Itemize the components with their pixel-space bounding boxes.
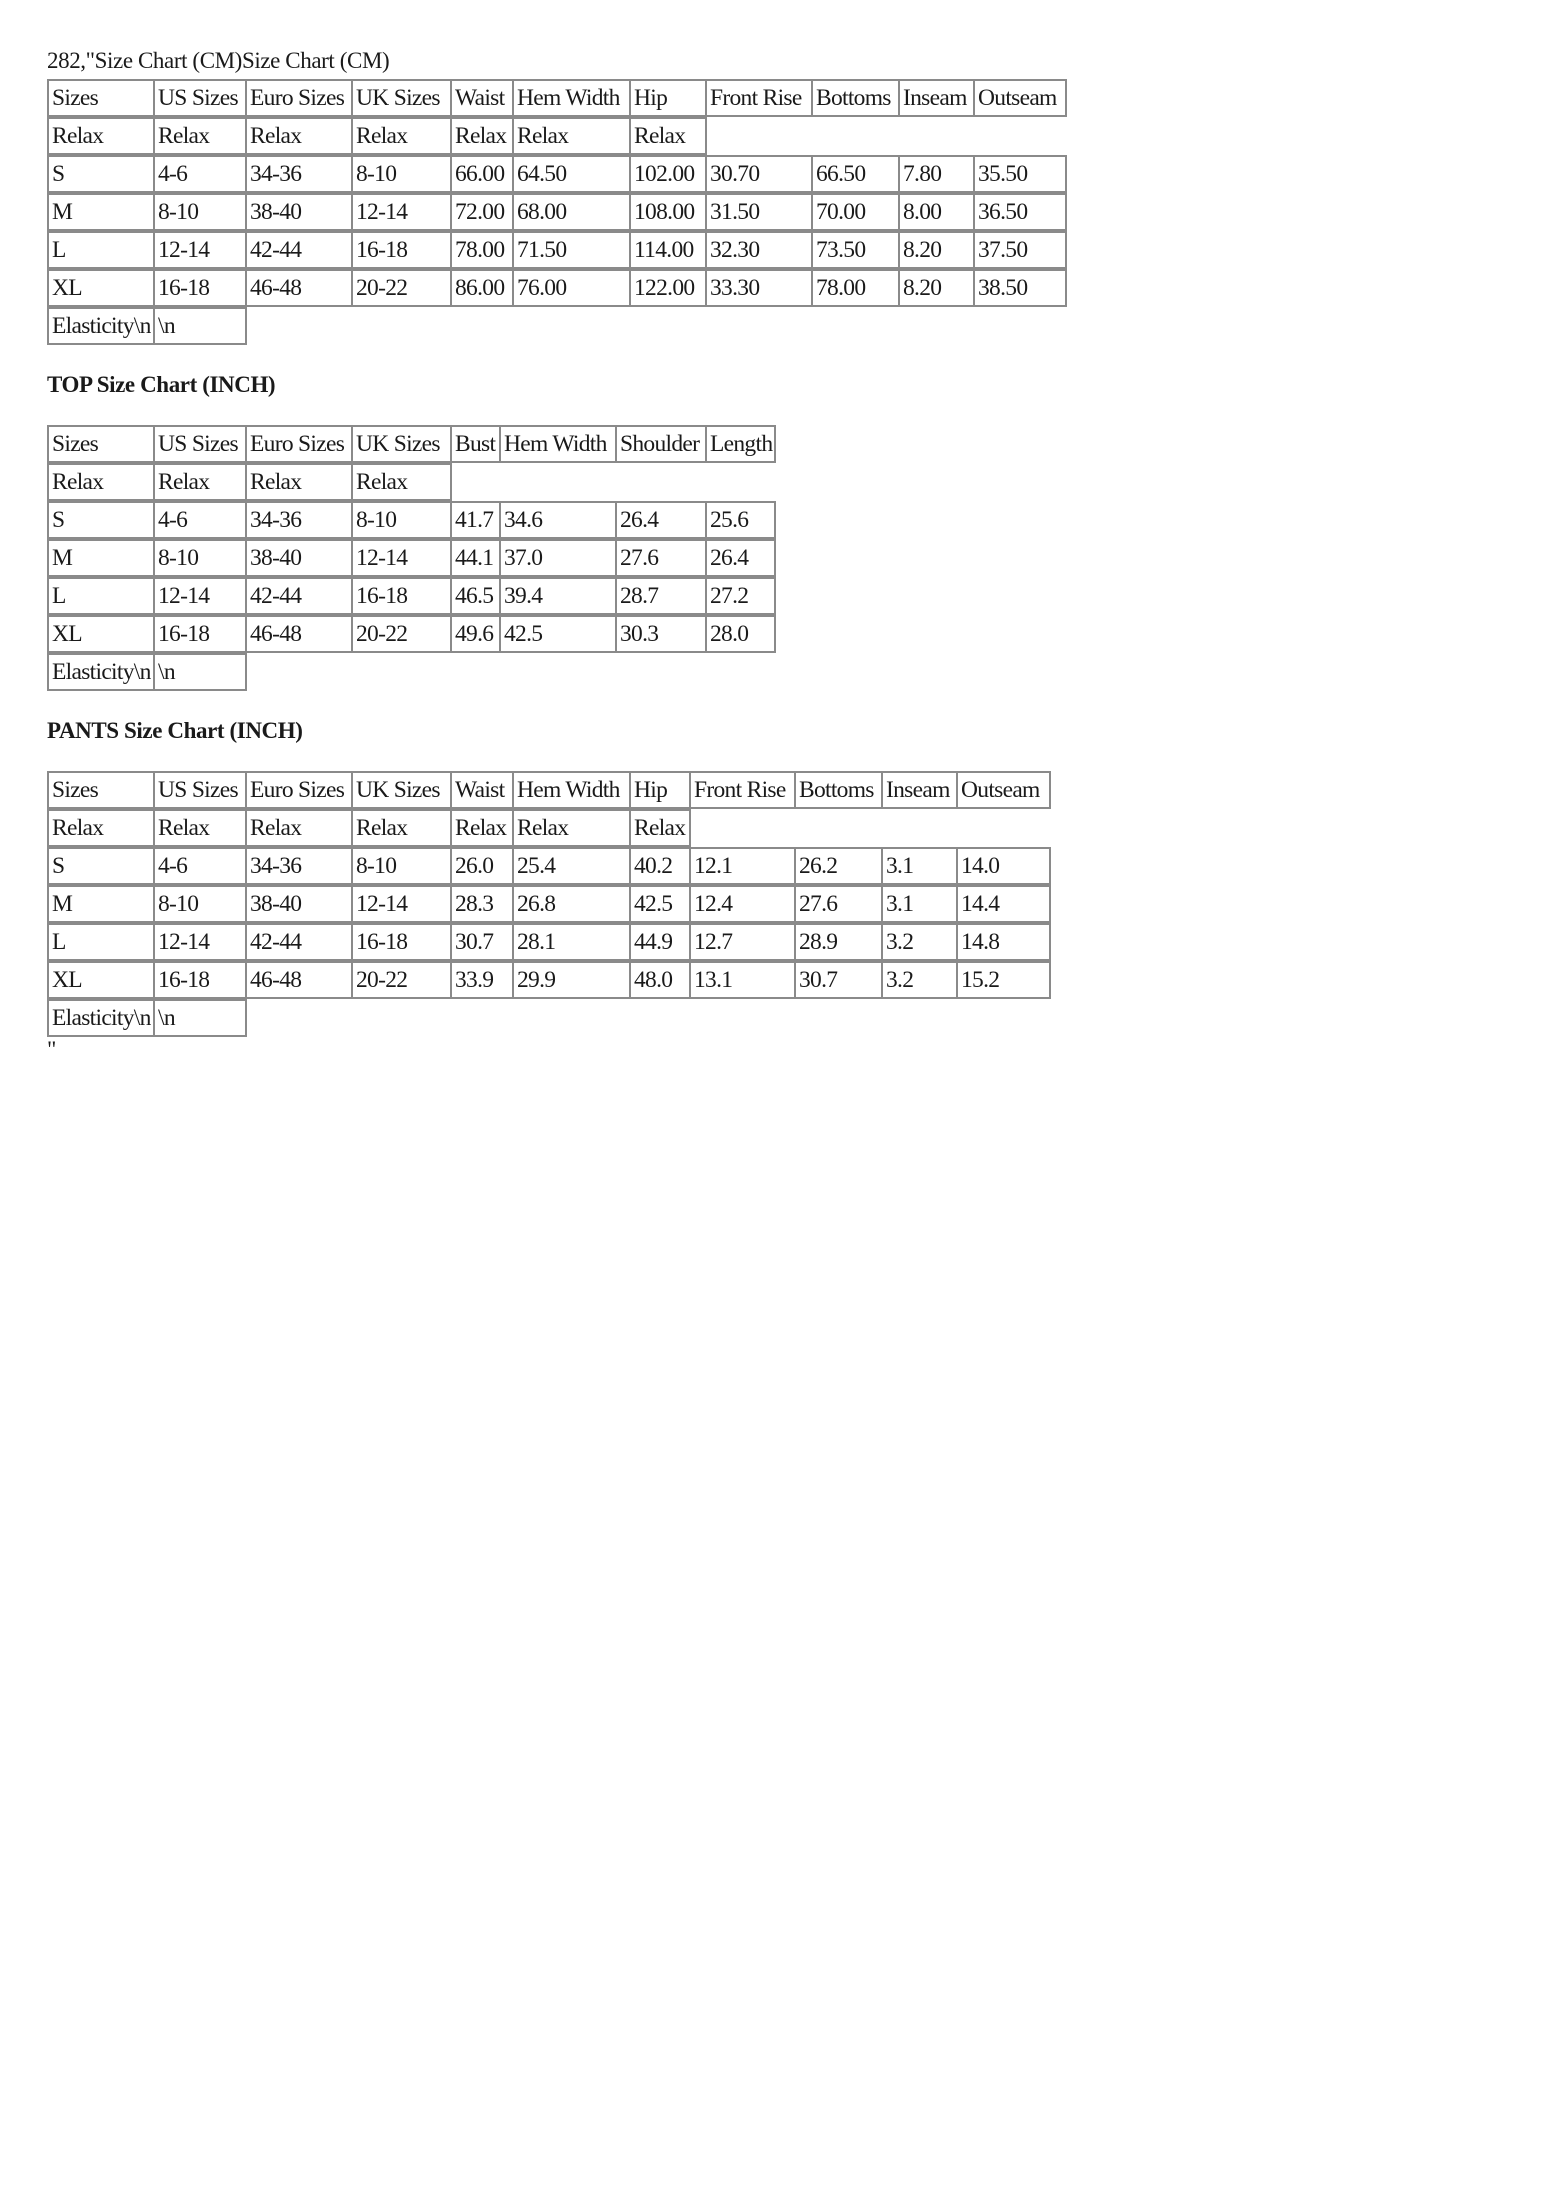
table-cell: 38-40 bbox=[245, 193, 353, 231]
table-cell: 26.2 bbox=[794, 847, 883, 885]
table-cell: 44.1 bbox=[450, 539, 501, 577]
table-cell: 46-48 bbox=[245, 615, 353, 653]
table-cell: 48.0 bbox=[629, 961, 691, 999]
table-cell: 14.8 bbox=[956, 923, 1051, 961]
header-cell: Sizes bbox=[47, 771, 155, 809]
size-cell: M bbox=[47, 539, 155, 577]
table-cell: 27.6 bbox=[615, 539, 707, 577]
table-cell: 42-44 bbox=[245, 577, 353, 615]
table-cell: 8-10 bbox=[351, 155, 452, 193]
elasticity-label-cell: Elasticity\n bbox=[47, 307, 155, 345]
table-cell: 8.20 bbox=[898, 269, 975, 307]
header-cell: Hip bbox=[629, 79, 707, 117]
size-cell: S bbox=[47, 155, 155, 193]
table-cell: 31.50 bbox=[705, 193, 813, 231]
elasticity-label-cell: Elasticity\n bbox=[47, 653, 155, 691]
table-cell: 8-10 bbox=[351, 501, 452, 539]
table-cell: 34-36 bbox=[245, 155, 353, 193]
header-cell: Sizes bbox=[47, 425, 155, 463]
size-cell: L bbox=[47, 577, 155, 615]
table-cell: 37.0 bbox=[499, 539, 617, 577]
table-cell: 7.80 bbox=[898, 155, 975, 193]
table-cell: 34-36 bbox=[245, 847, 353, 885]
table-cell: 108.00 bbox=[629, 193, 707, 231]
table-cell: 27.2 bbox=[705, 577, 776, 615]
table-cell: 16-18 bbox=[153, 961, 247, 999]
table-cell: 76.00 bbox=[512, 269, 631, 307]
table-cell: 16-18 bbox=[153, 615, 247, 653]
header-cell: Waist bbox=[450, 79, 514, 117]
table-cell: 78.00 bbox=[811, 269, 900, 307]
table-cell: 12-14 bbox=[153, 577, 247, 615]
header-cell: UK Sizes bbox=[351, 771, 452, 809]
table-cell: 15.2 bbox=[956, 961, 1051, 999]
table-cell: 20-22 bbox=[351, 269, 452, 307]
table-cell: 12-14 bbox=[351, 193, 452, 231]
table-cell: 16-18 bbox=[153, 269, 247, 307]
header-cell: Front Rise bbox=[689, 771, 796, 809]
relax-cell: Relax bbox=[450, 809, 514, 847]
table-cell: 41.7 bbox=[450, 501, 501, 539]
table-cell: 86.00 bbox=[450, 269, 514, 307]
table-cell: 30.7 bbox=[794, 961, 883, 999]
table-cell: 8-10 bbox=[153, 885, 247, 923]
table-cell: 38-40 bbox=[245, 885, 353, 923]
table-cell: 66.00 bbox=[450, 155, 514, 193]
header-cell: UK Sizes bbox=[351, 425, 452, 463]
table-cell: 34.6 bbox=[499, 501, 617, 539]
table-cell: 16-18 bbox=[351, 231, 452, 269]
header-cell: Sizes bbox=[47, 79, 155, 117]
relax-cell: Relax bbox=[47, 117, 155, 155]
table-cell: 8.20 bbox=[898, 231, 975, 269]
table-cell: 4-6 bbox=[153, 155, 247, 193]
table-cell: 102.00 bbox=[629, 155, 707, 193]
table-cell: 25.6 bbox=[705, 501, 776, 539]
table-cell: 3.1 bbox=[881, 847, 958, 885]
table-cell: 3.1 bbox=[881, 885, 958, 923]
table-cell: 46.5 bbox=[450, 577, 501, 615]
size-cell: L bbox=[47, 923, 155, 961]
elasticity-value-cell: \n bbox=[153, 307, 247, 345]
table-cell: 14.0 bbox=[956, 847, 1051, 885]
table-cell: 28.1 bbox=[512, 923, 631, 961]
table-cell: 64.50 bbox=[512, 155, 631, 193]
table-cell: 12-14 bbox=[153, 923, 247, 961]
relax-cell: Relax bbox=[351, 117, 452, 155]
table-cell: 8-10 bbox=[153, 193, 247, 231]
relax-cell: Relax bbox=[245, 809, 353, 847]
table-cell: 20-22 bbox=[351, 961, 452, 999]
table-cell: 30.7 bbox=[450, 923, 514, 961]
table-cell: 8-10 bbox=[153, 539, 247, 577]
header-cell: US Sizes bbox=[153, 771, 247, 809]
table-cell: 46-48 bbox=[245, 269, 353, 307]
table-cell: 8-10 bbox=[351, 847, 452, 885]
table-cell: 26.4 bbox=[705, 539, 776, 577]
size-cell: XL bbox=[47, 269, 155, 307]
elasticity-value-cell: \n bbox=[153, 999, 247, 1037]
table-cell: 12-14 bbox=[351, 885, 452, 923]
relax-cell: Relax bbox=[245, 117, 353, 155]
header-cell: Outseam bbox=[973, 79, 1067, 117]
header-cell: Inseam bbox=[898, 79, 975, 117]
table-cell: 71.50 bbox=[512, 231, 631, 269]
relax-cell: Relax bbox=[512, 117, 631, 155]
relax-cell: Relax bbox=[153, 463, 247, 501]
table-cell: 16-18 bbox=[351, 577, 452, 615]
table-cell: 33.9 bbox=[450, 961, 514, 999]
table-cell: 35.50 bbox=[973, 155, 1067, 193]
table-cell: 114.00 bbox=[629, 231, 707, 269]
header-cell: Length bbox=[705, 425, 776, 463]
table-cell: 38.50 bbox=[973, 269, 1067, 307]
table-cell: 26.8 bbox=[512, 885, 631, 923]
table-cell: 29.9 bbox=[512, 961, 631, 999]
closing-quote: " bbox=[47, 1037, 57, 1062]
table-cell: 36.50 bbox=[973, 193, 1067, 231]
table-cell: 3.2 bbox=[881, 961, 958, 999]
relax-cell: Relax bbox=[351, 463, 452, 501]
relax-cell: Relax bbox=[512, 809, 631, 847]
table-cell: 68.00 bbox=[512, 193, 631, 231]
table-cell: 30.3 bbox=[615, 615, 707, 653]
header-cell: US Sizes bbox=[153, 79, 247, 117]
table-cell: 28.9 bbox=[794, 923, 883, 961]
table-cell: 26.0 bbox=[450, 847, 514, 885]
size-cell: S bbox=[47, 501, 155, 539]
table-cell: 32.30 bbox=[705, 231, 813, 269]
table-cell: 16-18 bbox=[351, 923, 452, 961]
table-cell: 38-40 bbox=[245, 539, 353, 577]
table-cell: 73.50 bbox=[811, 231, 900, 269]
header-cell: Euro Sizes bbox=[245, 771, 353, 809]
table-cell: 46-48 bbox=[245, 961, 353, 999]
size-cell: L bbox=[47, 231, 155, 269]
header-cell: Euro Sizes bbox=[245, 79, 353, 117]
size-cell: XL bbox=[47, 615, 155, 653]
relax-cell: Relax bbox=[351, 809, 452, 847]
relax-cell: Relax bbox=[245, 463, 353, 501]
table-cell: 42.5 bbox=[499, 615, 617, 653]
table-cell: 12.1 bbox=[689, 847, 796, 885]
header-cell: Front Rise bbox=[705, 79, 813, 117]
table-cell: 122.00 bbox=[629, 269, 707, 307]
relax-cell: Relax bbox=[629, 117, 707, 155]
table-cell: 14.4 bbox=[956, 885, 1051, 923]
header-cell: Hem Width bbox=[512, 79, 631, 117]
table-cell: 28.3 bbox=[450, 885, 514, 923]
size-cell: XL bbox=[47, 961, 155, 999]
size-cell: M bbox=[47, 193, 155, 231]
table-cell: 42-44 bbox=[245, 231, 353, 269]
table-cell: 37.50 bbox=[973, 231, 1067, 269]
intro-text: 282,"Size Chart (CM)Size Chart (CM) bbox=[47, 48, 390, 73]
pants-chart-heading: PANTS Size Chart (INCH) bbox=[47, 718, 303, 743]
table-cell: 28.0 bbox=[705, 615, 776, 653]
table-cell: 4-6 bbox=[153, 847, 247, 885]
table-cell: 13.1 bbox=[689, 961, 796, 999]
elasticity-label-cell: Elasticity\n bbox=[47, 999, 155, 1037]
table-cell: 66.50 bbox=[811, 155, 900, 193]
header-cell: Inseam bbox=[881, 771, 958, 809]
relax-cell: Relax bbox=[153, 809, 247, 847]
elasticity-value-cell: \n bbox=[153, 653, 247, 691]
table-cell: 40.2 bbox=[629, 847, 691, 885]
table-cell: 8.00 bbox=[898, 193, 975, 231]
table-cell: 33.30 bbox=[705, 269, 813, 307]
table-cell: 39.4 bbox=[499, 577, 617, 615]
table-cell: 12.4 bbox=[689, 885, 796, 923]
header-cell: Euro Sizes bbox=[245, 425, 353, 463]
relax-cell: Relax bbox=[629, 809, 691, 847]
table-cell: 26.4 bbox=[615, 501, 707, 539]
header-cell: Hem Width bbox=[512, 771, 631, 809]
table-cell: 42-44 bbox=[245, 923, 353, 961]
relax-cell: Relax bbox=[47, 809, 155, 847]
header-cell: Bottoms bbox=[811, 79, 900, 117]
table-cell: 27.6 bbox=[794, 885, 883, 923]
relax-cell: Relax bbox=[450, 117, 514, 155]
header-cell: US Sizes bbox=[153, 425, 247, 463]
table-cell: 4-6 bbox=[153, 501, 247, 539]
size-cell: S bbox=[47, 847, 155, 885]
header-cell: Outseam bbox=[956, 771, 1051, 809]
header-cell: Hip bbox=[629, 771, 691, 809]
table-cell: 42.5 bbox=[629, 885, 691, 923]
table-cell: 3.2 bbox=[881, 923, 958, 961]
table-cell: 28.7 bbox=[615, 577, 707, 615]
top-chart-heading: TOP Size Chart (INCH) bbox=[47, 372, 276, 397]
table-cell: 44.9 bbox=[629, 923, 691, 961]
table-cell: 34-36 bbox=[245, 501, 353, 539]
table-cell: 78.00 bbox=[450, 231, 514, 269]
table-cell: 49.6 bbox=[450, 615, 501, 653]
table-cell: 20-22 bbox=[351, 615, 452, 653]
header-cell: Waist bbox=[450, 771, 514, 809]
table-cell: 12.7 bbox=[689, 923, 796, 961]
header-cell: UK Sizes bbox=[351, 79, 452, 117]
header-cell: Hem Width bbox=[499, 425, 617, 463]
table-cell: 12-14 bbox=[153, 231, 247, 269]
table-cell: 70.00 bbox=[811, 193, 900, 231]
relax-cell: Relax bbox=[153, 117, 247, 155]
size-cell: M bbox=[47, 885, 155, 923]
table-cell: 30.70 bbox=[705, 155, 813, 193]
header-cell: Shoulder bbox=[615, 425, 707, 463]
table-cell: 12-14 bbox=[351, 539, 452, 577]
header-cell: Bust bbox=[450, 425, 501, 463]
header-cell: Bottoms bbox=[794, 771, 883, 809]
table-cell: 72.00 bbox=[450, 193, 514, 231]
table-cell: 25.4 bbox=[512, 847, 631, 885]
relax-cell: Relax bbox=[47, 463, 155, 501]
